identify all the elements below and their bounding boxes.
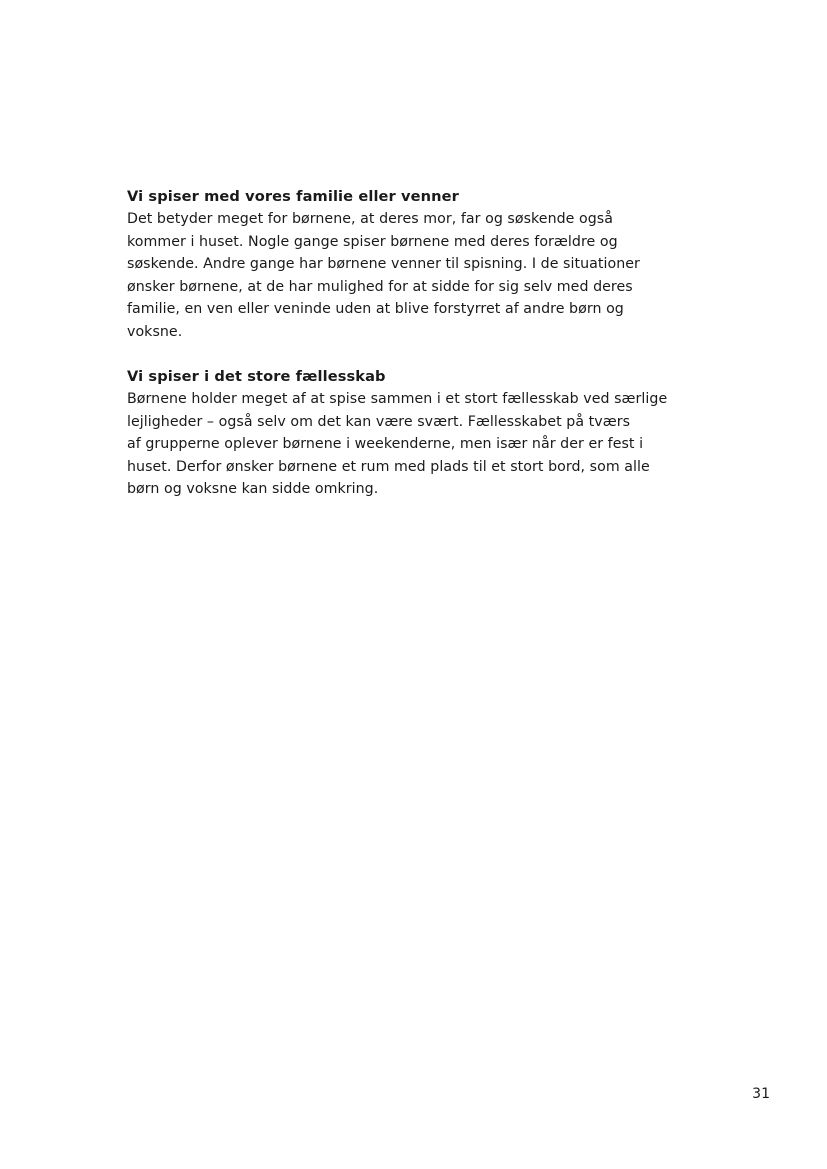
- paragraph-line: huset. Derfor ønsker børnene et rum med plads til et stort bord, som alle: [127, 458, 650, 475]
- paragraph-line: søskende. Andre gange har børnene venner til spisning. I de situationer: [127, 256, 640, 273]
- paragraph-line: Børnene holder meget af at spise sammen i et stort fællesskab ved særlige: [127, 391, 668, 407]
- section-heading: Vi spiser i det store fællesskab: [127, 368, 386, 385]
- section-heading: Vi spiser med vores familie eller venner: [127, 188, 459, 205]
- paragraph-line: Det betyder meget for børnene, at deres mor, far og søskende også: [127, 211, 613, 227]
- section-paragraph: [127, 208, 727, 344]
- paragraph-line: børn og voksne kan sidde omkring.: [127, 481, 379, 498]
- paragraph-line: af grupperne oplever børnene i weekenderne, men især når der er fest i: [127, 436, 644, 453]
- paragraph-line: familie, en ven eller veninde uden at blive forstyrret af andre børn og: [127, 301, 624, 318]
- paragraph-line: ønsker børnene, at de har mulighed for at sidde for sig selv med deres: [127, 278, 633, 295]
- paragraph-line: lejligheder – også selv om det kan være svært. Fællesskabet på tværs: [127, 413, 631, 430]
- section-community-dining: [127, 366, 727, 501]
- paragraph-line: kommer i huset. Nogle gange spiser børnene med deres forældre og: [127, 233, 618, 250]
- section-family-dining: [127, 186, 727, 344]
- section-paragraph: [127, 388, 727, 501]
- page-number: 31: [752, 1086, 770, 1102]
- paragraph-line: voksne.: [127, 323, 183, 340]
